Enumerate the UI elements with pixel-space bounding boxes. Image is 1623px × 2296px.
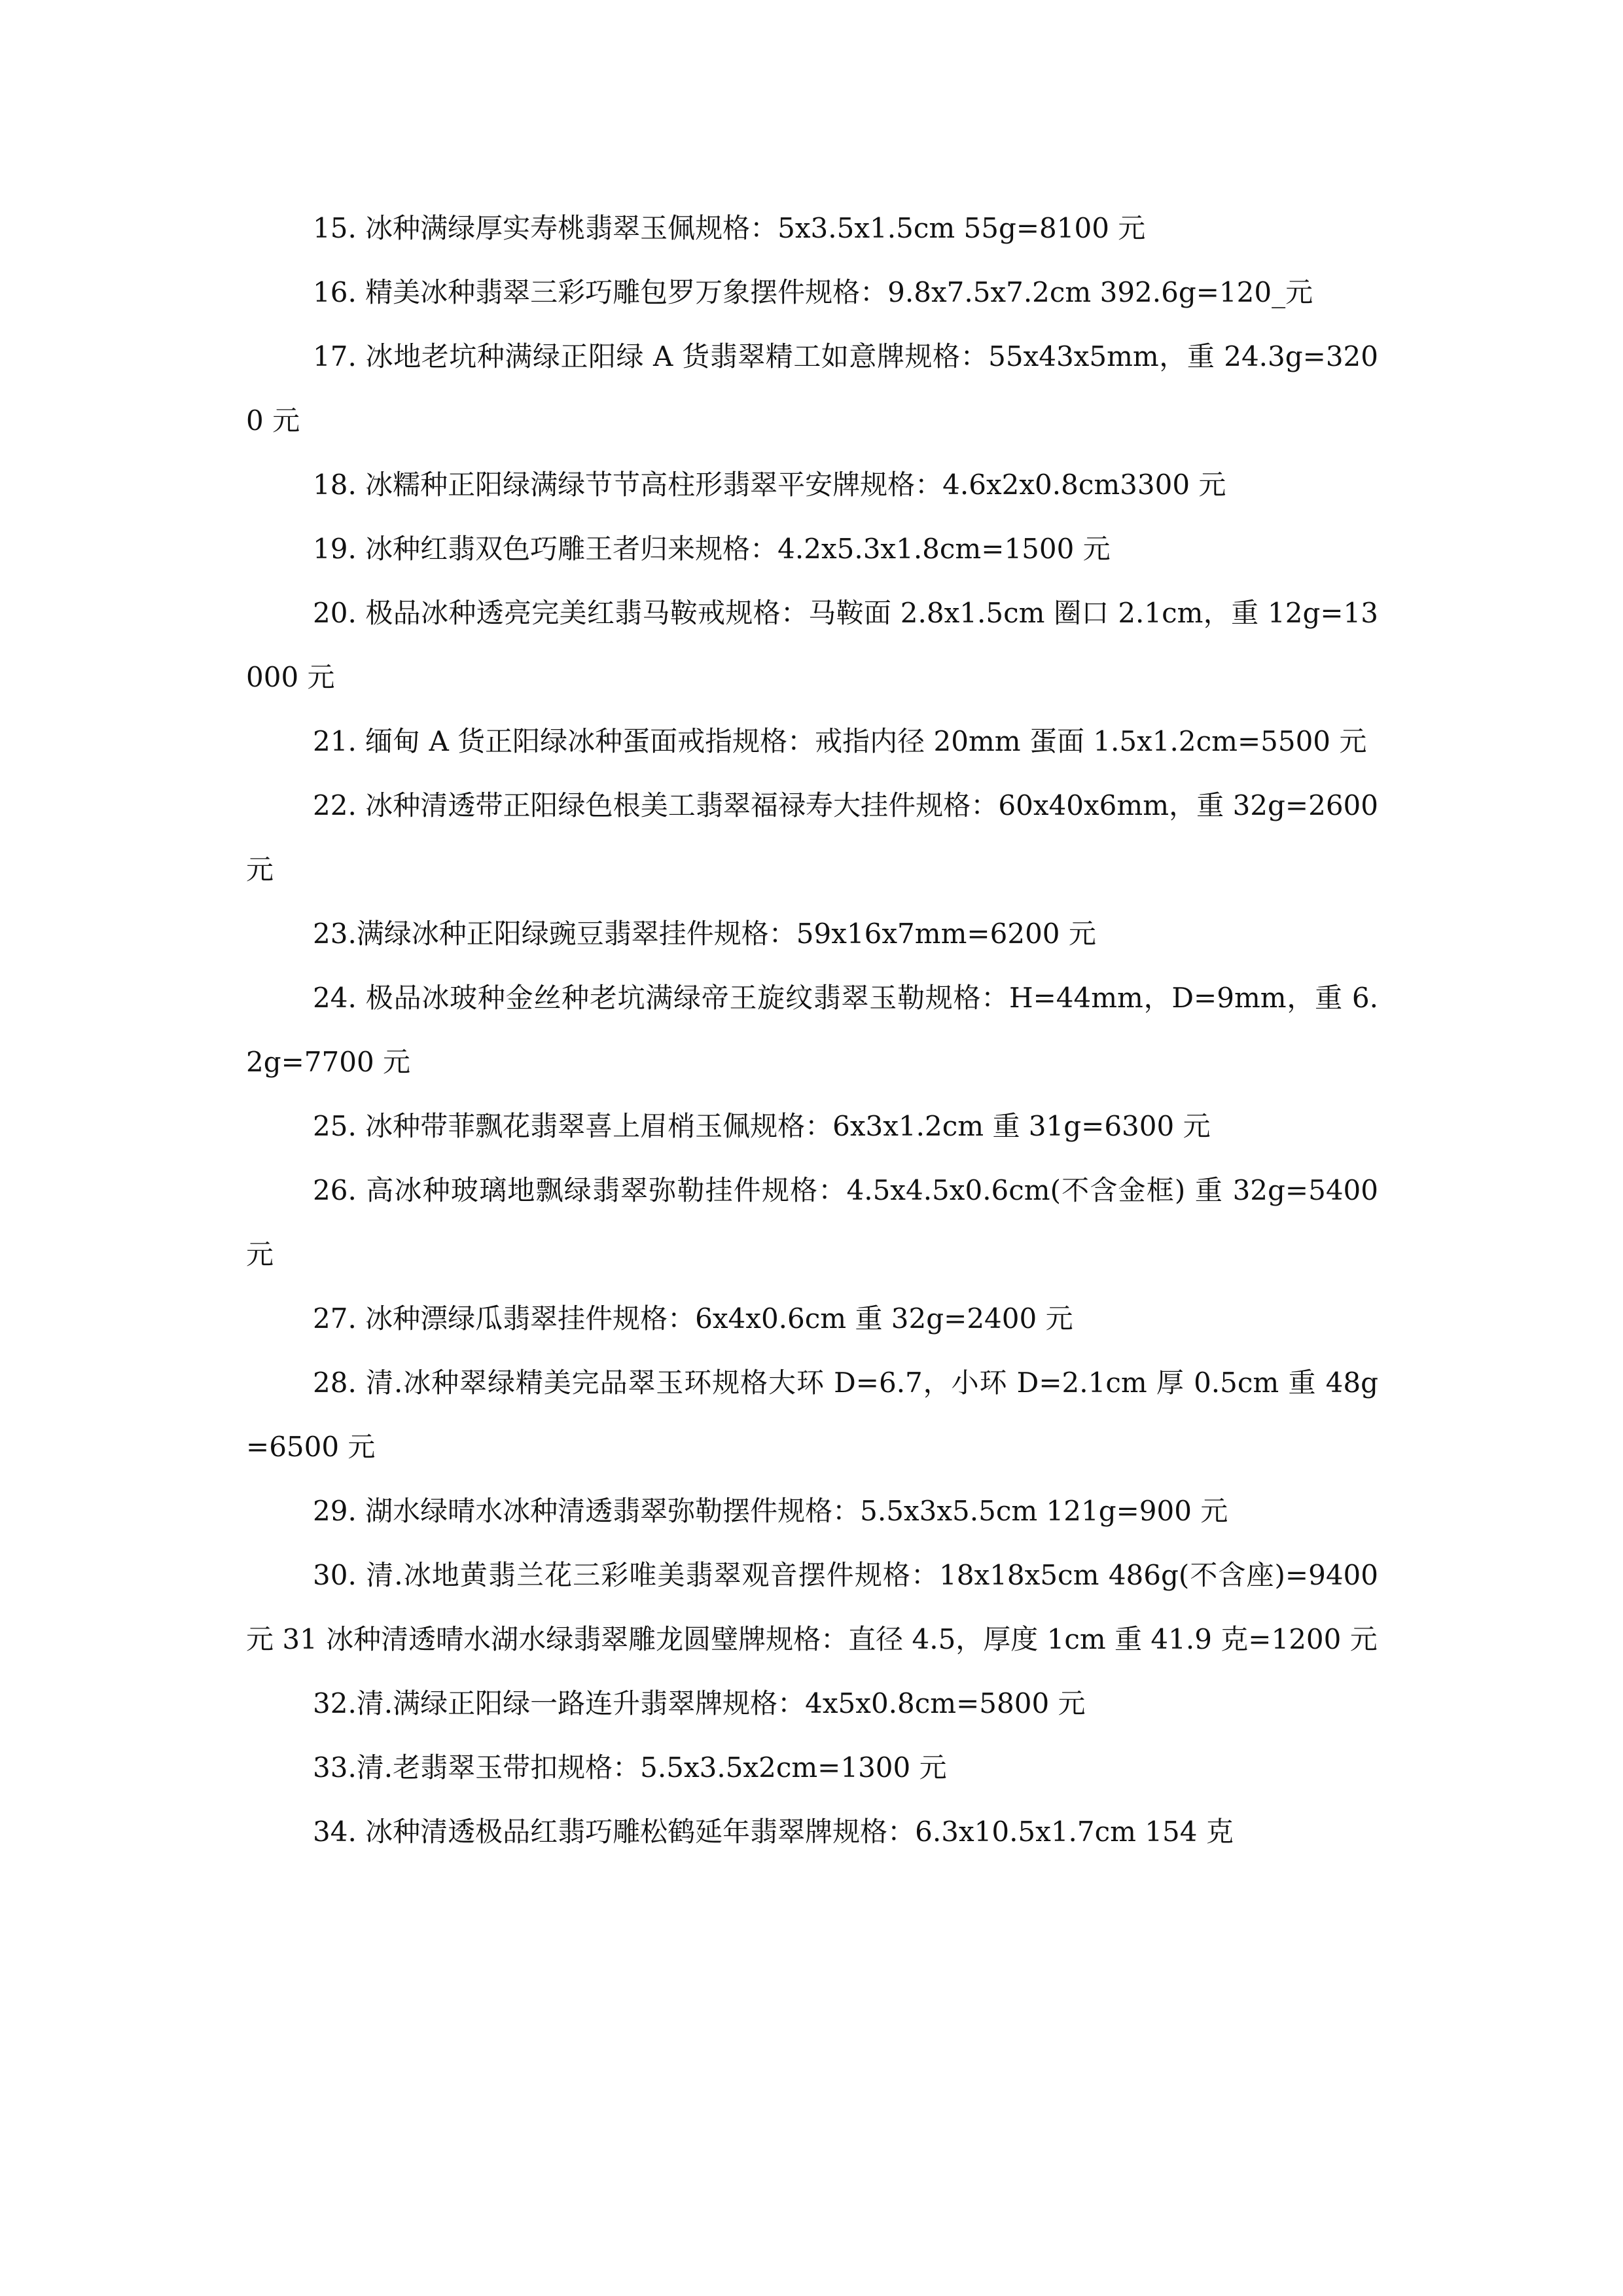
list-item: 18. 冰糯种正阳绿满绿节节高柱形翡翠平安牌规格：4.6x2x0.8cm3300 元	[313, 469, 1226, 501]
list-item: 30. 清.冰地黄翡兰花三彩唯美翡翠观音摆件规格：18x18x5cm 486g(不含座)=9400 元 31 冰种清透晴水湖水绿翡翠雕龙圆璧牌规格：直径 4.5，厚度 1cm 重 41.9 克=1200 元	[246, 1559, 1378, 1655]
list-item: 29. 湖水绿晴水冰种清透翡翠弥勒摆件规格：5.5x3x5.5cm 121g=900 元	[313, 1495, 1228, 1527]
list-item: 24. 极品冰玻种金丝种老坑满绿帝王旋纹翡翠玉勒规格：H=44mm，D=9mm，重 6.2g=7700 元	[246, 982, 1378, 1078]
list-item: 20. 极品冰种透亮完美红翡马鞍戒规格：马鞍面 2.8x1.5cm 圈口 2.1cm，重 12g=13000 元	[246, 597, 1378, 693]
list-item: 15. 冰种满绿厚实寿桃翡翠玉佩规格：5x3.5x1.5cm 55g=8100 元	[313, 212, 1146, 244]
list-item: 28. 清.冰种翠绿精美完品翠玉环规格大环 D=6.7，小环 D=2.1cm 厚 0.5cm 重 48g=6500 元	[246, 1367, 1378, 1463]
list-item: 25. 冰种带菲飘花翡翠喜上眉梢玉佩规格：6x3x1.2cm 重 31g=6300 元	[313, 1110, 1211, 1142]
list-item: 32.清.满绿正阳绿一路连升翡翠牌规格：4x5x0.8cm=5800 元	[313, 1687, 1086, 1719]
list-item: 19. 冰种红翡双色巧雕王者归来规格：4.2x5.3x1.8cm=1500 元	[313, 533, 1111, 565]
list-item: 21. 缅甸 A 货正阳绿冰种蛋面戒指规格：戒指内径 20mm 蛋面 1.5x1.2cm=5500 元	[313, 725, 1367, 757]
list-item: 26. 高冰种玻璃地飘绿翡翠弥勒挂件规格：4.5x4.5x0.6cm(不含金框) 重 32g=5400 元	[246, 1174, 1378, 1270]
list-item: 23.满绿冰种正阳绿豌豆翡翠挂件规格：59x16x7mm=6200 元	[313, 918, 1096, 950]
list-item: 27. 冰种漂绿瓜翡翠挂件规格：6x4x0.6cm 重 32g=2400 元	[313, 1302, 1073, 1335]
list-item: 17. 冰地老坑种满绿正阳绿 A 货翡翠精工如意牌规格：55x43x5mm，重 24.3g=3200 元	[246, 340, 1378, 437]
list-item: 33.清.老翡翠玉带扣规格：5.5x3.5x2cm=1300 元	[313, 1751, 947, 1784]
list-item: 22. 冰种清透带正阳绿色根美工翡翠福禄寿大挂件规格：60x40x6mm，重 32g=2600 元	[246, 789, 1378, 886]
document-page	[246, 196, 1378, 1864]
list-item: 16. 精美冰种翡翠三彩巧雕包罗万象摆件规格：9.8x7.5x7.2cm 392.6g=120_元	[313, 276, 1313, 308]
list-item: 34. 冰种清透极品红翡巧雕松鹤延年翡翠牌规格：6.3x10.5x1.7cm 154 克	[313, 1816, 1234, 1848]
